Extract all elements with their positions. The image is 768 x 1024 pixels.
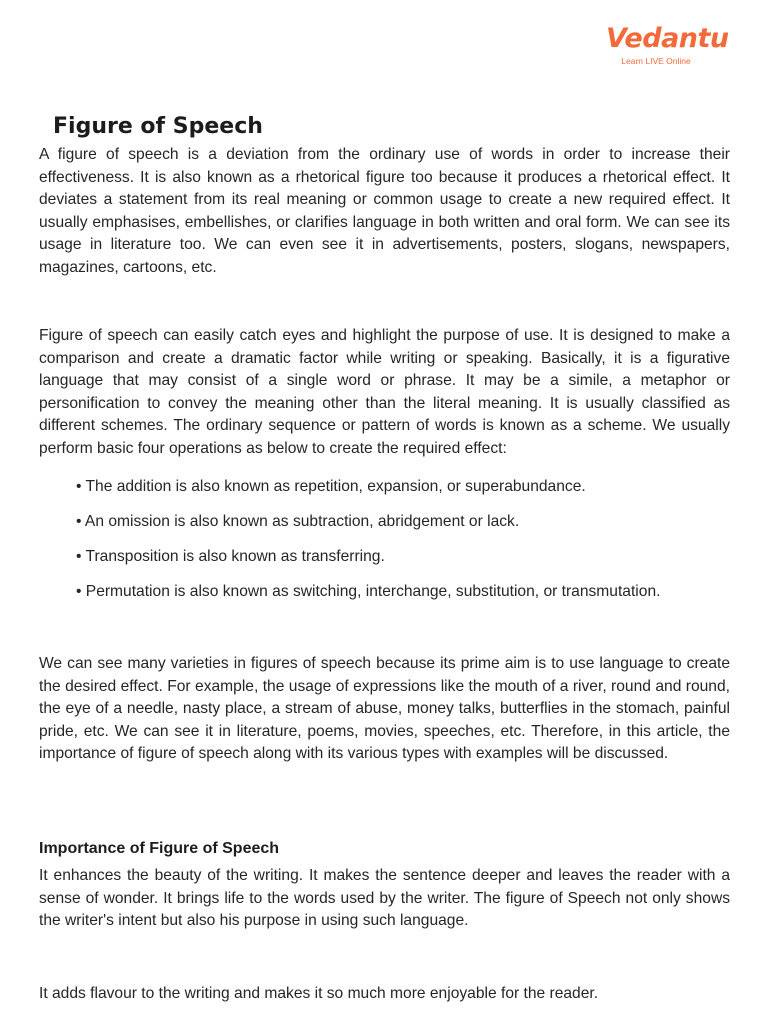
operations-paragraph: Figure of speech can easily catch eyes and highlight the purpose of use. It is designed to make a comparison and create a dramatic factor while writing or speaking. Basically, it is a figurative language that may consist of a single word or phrase. It may be a simile, a metaphor or personification to convey the meaning other than the literal meaning. It is usually classified as different schemes. The ordinary sequence or pattern of words is known as a scheme. We usually perform basic four operations as below to create the required effect: — [39, 327, 730, 457]
bullet-omission: • An omission is also known as subtraction, abridgement or lack. — [76, 513, 520, 530]
bullet-addition: • The addition is also known as repetition, expansion, or superabundance. — [76, 478, 586, 495]
importance-paragraph-2: It adds flavour to the writing and makes it so much more enjoyable for the reader. — [39, 985, 599, 1002]
vedantu-logo — [606, 22, 729, 66]
logo-wordmark: Vedantu — [606, 23, 729, 54]
section-heading-importance: Importance of Figure of Speech — [39, 840, 280, 857]
intro-paragraph: A figure of speech is a deviation from the ordinary use of words in order to increase their effectiveness. It is also known as a rhetorical figure too because it produces a rhetorical effect. It deviates a statement from its real meaning or common usage to create a new required effect. It usually emphasises, embellishes, or clarifies language in both written and oral form. We can see its usage in literature too. We can even see it in advertisements, posters, slogans, newspapers, magazines, cartoons, etc. — [39, 146, 730, 276]
bullet-permutation: • Permutation is also known as switching, interchange, substitution, or transmutation. — [76, 583, 661, 600]
logo-tagline: Learn LIVE Online — [621, 56, 691, 66]
varieties-paragraph: We can see many varieties in figures of speech because its prime aim is to use language to create the desired effect. For example, the usage of expressions like the mouth of a river, round and round, the eye of a needle, nasty place, a stream of abuse, money talks, butterflies in the stomach, painful pride, etc. We can see it in literature, poems, movies, speeches, etc. Therefore, in this article, the importance of figure of speech along with its various types with examples will be discussed. — [39, 655, 730, 763]
page-title: Figure of Speech — [53, 114, 263, 139]
bullet-transposition: • Transposition is also known as transferring. — [76, 548, 385, 565]
importance-paragraph-1: It enhances the beauty of the writing. It makes the sentence deeper and leaves the reader with a sense of wonder. It brings life to the words used by the writer. The figure of Speech not only shows the writer's intent but also his purpose in using such language. — [39, 867, 730, 930]
